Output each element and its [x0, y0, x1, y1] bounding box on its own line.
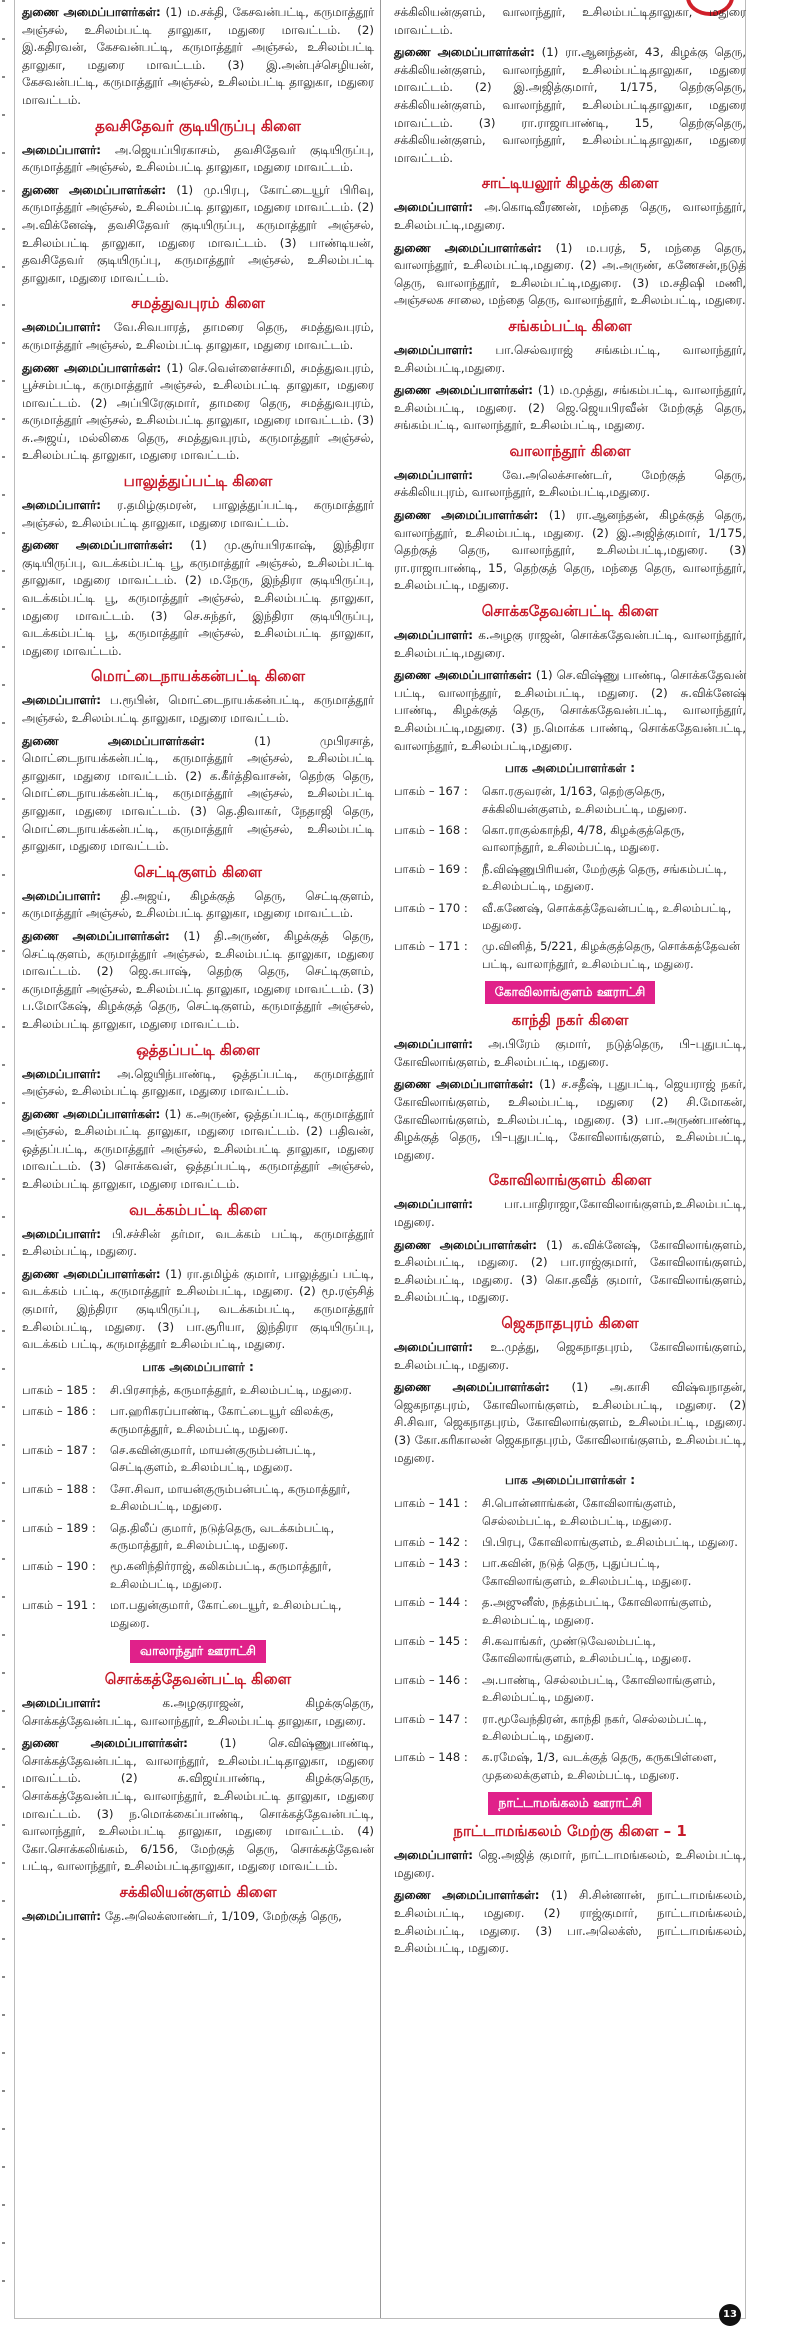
booth-row — [394, 861, 746, 896]
booth-number: பாகம் – 146 : — [394, 1672, 468, 1687]
entry-text: க.அழகு ராஜன், சொக்கதேவன்பட்டி, வாலாந்தூர், உசிலம்பட்டி,மதுரை. — [394, 628, 746, 660]
entry-paragraph — [22, 1908, 374, 1926]
entry-role-label: துணை அமைப்பாளர்கள்: — [394, 45, 535, 60]
booth-member: சி.கவாங்கர், முண்டுவேலம்பட்டி, கோவிலாங்குளம், உசிலம்பட்டி, மதுரை. — [482, 1633, 692, 1666]
entry-text: (1) ரா.ஆனந்தன், கிழக்குத் தெரு, வாலாந்தூர், உசிலம்பட்டி, மதுரை. (2) இ.அஜித்குமார், 1/175, தெற்குத் தெரு, வாலாந்தூர், உசிலம்பட்டி,மதுரை. (3) ரா.ராஜாபாண்டி, 15, தெற்குத் தெரு, மந்தை தெரு, வாலாந்தூர், உசிலம்பட்டி, மதுரை. — [394, 508, 747, 593]
booth-number: பாகம் – 142 : — [394, 1534, 468, 1549]
booth-row — [394, 783, 746, 818]
entry-role-label: அமைப்பாளர்: — [22, 1226, 102, 1241]
entry-paragraph — [394, 1196, 746, 1231]
entry-text: அ.பிரேம் குமார், நடுத்தெரு, பி–புதுபட்டி, கோவிலாங்குளம், உசிலம்பட்டி, மதுரை. — [394, 1037, 747, 1069]
entry-paragraph — [394, 44, 746, 167]
panchayat-badge: நாட்டாமங்கலம் ஊராட்சி — [488, 1792, 651, 1815]
entry-role-label: துணை அமைப்பாளர்கள்: — [394, 1888, 540, 1903]
entry-text: சக்கிலியன்குளம், வாலாந்தூர், உசிலம்பட்டிதாலுகா, மதுரை மாவட்டம். — [394, 5, 746, 37]
entry-text: (1) மு.பிரபு, கோட்டையூர் பிரிவு, கருமாத்தூர் அஞ்சல், உசிலம்பட்டி தாலுகா, மதுரை மாவட்டம். (2) அ.விக்னேஷ், தவசிதேவர் குடியிருப்பு, கருமாத்தூர் அஞ்சல், உசிலம்பட்டி தாலுகா, மதுரை மாவட்டம். (3) பாண்டியன், தவசிதேவர் குடியிருப்பு, கருமாத்தூர் அஞ்சல், உசிலம்பட்டி தாலுகா, மதுரை மாவட்டம். — [22, 182, 375, 285]
entry-role-label: அமைப்பாளர்: — [394, 467, 474, 482]
booth-member: கொ.ராகுல்காந்தி, 4/78, கிழக்குத்தெரு, வாலாந்தூர், உசிலம்பட்டி, மதுரை. — [482, 823, 685, 855]
entry-text: (1) ரா.ஆனந்தன், 43, கிழக்கு தெரு, சக்கிலியன்குளம், வாலாந்தூர், உசிலம்பட்டிதாலுகா, மதுரை மாவட்டம். (2) இ.அஜித்குமார், 1/175, தெற்குதெரு, சக்கிலியன்குளம், வாலாந்தூர், உசிலம்பட்டிதாலுகா, மதுரை மாவட்டம். (3) ரா.ராஜாபாண்டி, 15, தெற்குதெரு, சக்கிலியன்குளம், வாலாந்தூர், உசிலம்பட்டிதாலுகா, மதுரை மாவட்டம். — [394, 45, 747, 165]
entry-paragraph — [394, 1237, 746, 1307]
entry-text: (1) ம.முத்து, சங்கம்பட்டி, வாலாந்தூர், உசிலம்பட்டி, மதுரை. (2) ஜெ.ஜெயபிரவீன் மேற்குத் தெரு, சங்கம்பட்டி, வாலாந்தூர், உசிலம்பட்டி, மதுரை. — [394, 383, 747, 433]
booth-member: மூ.கனிந்திர்ராஜ், கலிகம்பட்டி, கருமாத்தூர், உசிலம்பட்டி, மதுரை. — [110, 1559, 332, 1591]
booth-row — [394, 1555, 746, 1590]
entry-paragraph — [22, 142, 374, 177]
entry-paragraph — [22, 733, 374, 856]
booth-row — [394, 900, 746, 935]
entry-role-label: அமைப்பாளர்: — [22, 498, 102, 513]
panchayat-badge: வாலாந்தூர் ஊராட்சி — [130, 1640, 266, 1663]
entry-text: (1) முபிரசாத், மொட்டைநாயக்கன்பட்டி, கருமாத்தூர் அஞ்சல், உசிலம்பட்டி தாலுகா, மதுரை மாவட்டம். (2) க.கீர்த்திவாசன், தெற்கு தெரு, மொட்டைநாயக்கன்பட்டி, கருமாத்தூர் அஞ்சல், உசிலம்பட்டி தாலுகா, மதுரை மாவட்டம். (3) தெ.திவாகர், நேதாஜி தெரு, மொட்டைநாயக்கன்பட்டி, கருமாத்தூர் அஞ்சல், உசிலம்பட்டி தாலுகா, மதுரை மாவட்டம். — [22, 733, 374, 854]
branch-heading: ஜெகநாதபுரம் கிளை — [501, 1313, 639, 1332]
entry-paragraph — [22, 182, 374, 288]
entry-paragraph — [22, 1106, 374, 1194]
booth-member: மா.பதுன்குமார், கோட்டையூர், உசிலம்பட்டி, மதுரை. — [110, 1598, 342, 1630]
entry-role-label: அமைப்பாளர்: — [22, 1909, 102, 1924]
entry-role-label: துணை அமைப்பாளர்கள்: — [22, 1266, 161, 1281]
booth-row — [394, 1633, 746, 1668]
branch-heading: சக்கிலியன்குளம் கிளை — [119, 1883, 277, 1902]
entry-paragraph — [22, 537, 374, 660]
entry-role-label: துணை அமைப்பாளர்கள்: — [22, 1736, 188, 1751]
booth-number: பாகம் – 188 : — [22, 1481, 96, 1496]
booth-row — [394, 1594, 746, 1629]
branch-heading: பாலுத்துப்பட்டி கிளை — [123, 472, 273, 491]
booth-row — [22, 1520, 374, 1555]
entry-paragraph — [394, 467, 746, 502]
entry-role-label: துணை அமைப்பாளர்கள்: — [22, 1106, 161, 1121]
booth-member: க.ரமேஷ், 1/3, வடக்குத் தெரு, கருகபிள்ளை, முதலைக்குளம், உசிலம்பட்டி, மதுரை. — [482, 1750, 717, 1782]
entry-text: (1) ச.சதீஷ், புதுபட்டி, ஜெயராஜ் நகர், கோவிலாங்குளம், உசிலம்பட்டி, மதுரை (2) சி.மோகன், கோவிலாங்குளம், உசிலம்பட்டி, மதுரை. (3) பா.அருண்பாண்டி, கிழக்குத் தெரு, பி–புதுபட்டி, கோவிலாங்குளம், உசிலம்பட்டி, மதுரை. — [394, 1077, 746, 1162]
booth-row — [22, 1442, 374, 1477]
booth-member: பி.பிரபு, கோவிலாங்குளம், உசிலம்பட்டி, மதுரை. — [482, 1534, 738, 1549]
booth-number: பாகம் – 187 : — [22, 1443, 96, 1458]
booth-row — [22, 1403, 374, 1438]
booth-number: பாகம் – 189 : — [22, 1520, 96, 1535]
panchayat-badge-wrap — [394, 1792, 746, 1815]
booth-number: பாகம் – 190 : — [22, 1559, 96, 1574]
booth-member: வீ.கணேஷ், சொக்கத்தேவன்பட்டி, உசிலம்பட்டி, மதுரை. — [482, 900, 732, 933]
page-number: 13 — [719, 2304, 741, 2326]
entry-text: அ.ஜெயப்பிரகாசம், தவசிதேவர் குடியிருப்பு, கருமாத்தூர் அஞ்சல், உசிலம்பட்டி தாலுகா, மதுரை மாவட்டம். — [22, 142, 374, 175]
entry-paragraph — [394, 199, 746, 234]
branch-heading: சங்கம்பட்டி கிளை — [508, 316, 632, 335]
entry-text: உ.முத்து, ஜெகநாதபுரம், கோவிலாங்குளம், உசிலம்பட்டி, மதுரை. — [394, 1339, 746, 1372]
panchayat-badge-wrap — [22, 1640, 374, 1663]
left-margin-marks — [2, 0, 5, 2318]
entry-paragraph — [22, 928, 374, 1034]
booth-number: பாகம் – 141 : — [394, 1496, 468, 1511]
booth-member: மு.வினித், 5/221, கிழக்குத்தெரு, சொக்கத்தேவன் பட்டி, வாலாந்தூர், உசிலம்பட்டி, மதுரை. — [482, 939, 740, 971]
booth-row — [22, 1382, 374, 1399]
entry-text: (1) ரா.தமிழ்க் குமார், பாலுத்துப் பட்டி, வடக்கம் பட்டி, கருமாத்தூர் உசிலம்பட்டி, மதுரை. (2) மூ.ரஞ்சித் குமார், இந்திரா குடியிருப்பு, வடக்கம்பட்டி, கருமாத்தூர் உசிலம்பட்டி, மதுரை. (3) பா.சூரியா, இந்திரா குடியிருப்பு, வடக்கம் பட்டி, கருமாத்தூர் உசிலம்பட்டி, மதுரை. — [22, 1266, 375, 1352]
branch-heading: ஒத்தப்பட்டி கிளை — [136, 1040, 260, 1059]
entry-role-label: அமைப்பாளர்: — [22, 888, 102, 903]
booth-number: பாகம் – 147 : — [394, 1711, 468, 1726]
entry-role-label: துணை அமைப்பாளர்கள்: — [394, 668, 532, 683]
entry-text: அ.ஜெயிந்பாண்டி, ஒத்தப்பட்டி, கருமாத்தூர் அஞ்சல், உசிலம்பட்டி தாலுகா, மதுரை மாவட்டம். — [22, 1066, 375, 1099]
entry-text: (1) க.அருண், ஒத்தப்பட்டி, கருமாத்தூர் அஞ்சல், உசிலம்பட்டி தாலுகா, மதுரை மாவட்டம். (2) பதிவன், ஒத்தப்பட்டி, கருமாத்தூர் அஞ்சல், உசிலம்பட்டி தாலுகா, மதுரை மாவட்டம். (3) சொக்கவள், ஒத்தப்பட்டி, கருமாத்தூர் அஞ்சல், உசிலம்பட்டி தாலுகா, மதுரை மாவட்டம். — [22, 1106, 375, 1192]
branch-heading: மொட்டைநாயக்கன்பட்டி கிளை — [91, 667, 305, 686]
booth-member: பா.கவின், நடுத் தெரு, புதுப்பட்டி, கோவிலாங்குளம், உசிலம்பட்டி, மதுரை. — [482, 1556, 692, 1588]
booth-number: பாகம் – 168 : — [394, 823, 468, 837]
entry-paragraph — [22, 692, 374, 727]
left-column — [22, 4, 374, 1931]
branch-heading: சாட்டியலூர் கிழக்கு கிளை — [481, 174, 659, 193]
entry-text: பா.செல்வராஜ் சங்கம்பட்டி, வாலாந்தூர், உசிலம்பட்டி,மதுரை. — [394, 342, 747, 375]
entry-role-label: துணை அமைப்பாளர்கள்: — [394, 383, 533, 398]
booth-number: பாகம் – 143 : — [394, 1556, 468, 1571]
branch-heading: சொக்கதேவன்பட்டி கிளை — [481, 602, 659, 621]
branch-heading: நாட்டாமங்கலம் மேற்கு கிளை – 1 — [453, 1822, 687, 1841]
branch-heading: காந்தி நகர் கிளை — [511, 1011, 629, 1030]
entry-paragraph — [22, 4, 374, 110]
entry-paragraph — [394, 342, 746, 377]
booth-number: பாகம் – 185 : — [22, 1382, 96, 1397]
entry-role-label: அமைப்பாளர்: — [22, 320, 102, 335]
booth-member: நீ.விஷ்ணுபிரியன், மேற்குத் தெரு, சங்கம்பட்டி, உசிலம்பட்டி, மதுரை. — [482, 861, 727, 894]
entry-text: பி.சச்சின் தர்மா, வடக்கம் பட்டி, கருமாத்தூர் உசிலம்பட்டி, மதுரை. — [22, 1226, 374, 1259]
entry-paragraph — [394, 1379, 746, 1467]
entry-role-label: அமைப்பாளர்: — [394, 342, 474, 357]
entry-paragraph — [394, 1076, 746, 1164]
entry-text: அ.கொடிவீரணன், மந்தை தெரு, வாலாந்தூர், உசிலம்பட்டி,மதுரை. — [394, 200, 746, 232]
entry-role-label: அமைப்பாளர்: — [22, 693, 102, 708]
entry-text: (1) செ.விஷ்ணுபாண்டி, சொக்கத்தேவன்பட்டி, வாலாந்தூர், உசிலம்பட்டிதாலுகா, மதுரை மாவட்டம். (2) சு.விஜய்பாண்டி, கிழக்குதெரு, சொக்கத்தேவன்பட்டி, வாலாந்தூர், உசிலம்பட்டி தாலுகா, மதுரை மாவட்டம். (3) ந.மொக்கைப்பாண்டி, சொக்கத்தேவன்பட்டி, வாலாந்தூர், உசிலம்பட்டி தாலுகா, மதுரை மாவட்டம். (4) கோ.சொக்கலிங்கம், 6/156, மேற்குத் தெரு, சொக்கத்தேவன் பட்டி, வாலாந்தூர், உசிலம்பட்டிதாலுகா, மதுரை மாவட்டம். — [22, 1736, 374, 1874]
entry-text: ப.ரூபின், மொட்டைநாயக்கன்பட்டி, கருமாத்தூர் அஞ்சல், உசிலம்பட்டி தாலுகா, மதுரை மாவட்டம். — [22, 693, 374, 725]
entry-role-label: அமைப்பாளர்: — [394, 1848, 474, 1863]
entry-paragraph — [394, 1847, 746, 1882]
entry-paragraph — [22, 1695, 374, 1730]
entry-paragraph — [22, 1066, 374, 1101]
booth-member: பா.ஹரிகரப்பாண்டி, கோட்டையூர் விலக்கு, கருமாத்தூர், உசிலம்பட்டி, மதுரை. — [110, 1404, 334, 1436]
entry-text: (1) மு.சூர்யபிரகாஷ், இந்திரா குடியிருப்பு, வடக்கம்பட்டி பூ, கருமாத்தூர் அஞ்சல், உசிலம்பட்டி தாலுகா, மதுரை மாவட்டம். (2) ம.நேரு, இந்திரா குடியிருப்பு, வடக்கம்பட்டி பூ, கருமாத்தூர் அஞ்சல், உசிலம்பட்டி தாலுகா, மதுரை மாவட்டம். (3) செ.சுந்தர், இந்திரா குடியிருப்பு, வடக்கம்பட்டி பூ, கருமாத்தூர் அஞ்சல், உசிலம்பட்டி தாலுகா, மதுரை மாவட்டம். — [22, 538, 375, 658]
branch-heading: செட்டிகுளம் கிளை — [134, 862, 262, 881]
entry-text: (1) ம.பரத், 5, மந்தை தெரு, வாலாந்தூர், உசிலம்பட்டி,மதுரை. (2) அ.அருண், கணேசன்,நடுத் தெரு, வாலாந்தூர், உசிலம்பட்டி,மதுரை. (3) ம.சதிஷி மணி, அஞ்சலக சாலை, மந்தை தெரு, வாலாந்தூர், உசிலம்பட்டி, மதுரை. — [394, 240, 746, 308]
booth-member: த.அஜுனீஸ், நத்தம்பட்டி, கோவிலாங்குளம், உசிலம்பட்டி, மதுரை. — [482, 1595, 712, 1627]
right-column — [394, 4, 746, 1963]
entry-role-label: அமைப்பாளர்: — [394, 628, 474, 643]
booth-number: பாகம் – 167 : — [394, 784, 468, 799]
entry-text: (1) அ.காசி விஷ்வநாதன், ஜெகநாதபுரம், கோவிலாங்குளம், உசிலம்பட்டி, மதுரை. (2) சி.சிவா, ஜெகநாதபுரம், கோவிலாங்குளம், உசிலம்பட்டி, மதுரை. (3) கோ.கரிகாலன் ஜெகநாதபுரம், கோவிலாங்குளம், உசிலம்பட்டி, மதுரை. — [394, 1380, 746, 1465]
entry-role-label: அமைப்பாளர்: — [394, 1197, 474, 1212]
booth-section-title: பாக அமைப்பாளர்கள் : — [504, 1473, 636, 1488]
branch-heading: கோவிலாங்குளம் கிளை — [488, 1171, 652, 1190]
booth-member: கொ.ரகுவரன், 1/163, தெற்குதெரு, சக்கிலியன்குளம், உசிலம்பட்டி, மதுரை. — [482, 784, 688, 816]
booth-row — [394, 1711, 746, 1746]
booth-number: பாகம் – 144 : — [394, 1595, 468, 1610]
booth-row — [22, 1558, 374, 1593]
entry-role-label: அமைப்பாளர்: — [22, 1066, 102, 1081]
booth-member: தெ.திலீப் குமார், நடுத்தெரு, வடக்கம்பட்டி, கருமாத்தூர், உசிலம்பட்டி, மதுரை. — [110, 1520, 335, 1553]
entry-paragraph — [394, 240, 746, 310]
entry-text: ர.தமிழ்குமரன், பாலுத்துப்பட்டி, கருமாத்தூர் அஞ்சல், உசிலம்பட்டி தாலுகா, மதுரை மாவட்டம். — [22, 498, 374, 530]
branch-heading: சொக்கத்தேவன்பட்டி கிளை — [104, 1670, 292, 1689]
entry-paragraph — [394, 507, 746, 595]
booth-member: அ.பாண்டி, செல்லம்பட்டி, கோவிலாங்குளம், உசிலம்பட்டி, மதுரை. — [482, 1672, 716, 1705]
entry-text: க.அழகுராஜன், கிழக்குதெரு, சொக்கத்தேவன்பட்டி, வாலாந்தூர், உசிலம்பட்டி தாலுகா, மதுரை. — [22, 1696, 374, 1728]
entry-role-label: துணை அமைப்பாளர்கள்: — [394, 1237, 538, 1252]
entry-role-label: துணை அமைப்பாளர்கள்: — [394, 508, 539, 523]
entry-role-label: அமைப்பாளர்: — [394, 1339, 474, 1354]
branch-heading: வாலாந்தூர் கிளை — [509, 441, 631, 460]
entry-text: ஜெ.அஜித் குமார், நாட்டாமங்கலம், உசிலம்பட்டி, மதுரை. — [394, 1848, 747, 1880]
entry-paragraph — [22, 319, 374, 354]
entry-role-label: துணை அமைப்பாளர்கள்: — [394, 1380, 550, 1395]
entry-role-label: துணை அமைப்பாளர்கள்: — [22, 928, 170, 943]
booth-member: ரா.மூவேந்திரன், காந்தி நகர், செல்லம்பட்டி, உசிலம்பட்டி, மதுரை. — [482, 1711, 707, 1743]
booth-member: செ.கவின்குமார், மாயன்குரும்பன்பட்டி, செட்டிகுளம், உசிலம்பட்டி, மதுரை. — [110, 1443, 316, 1475]
entry-text: வே.அலெக்சாண்டர், மேற்குத் தெரு, சக்கிலியபுரம், வாலாந்தூர், உசிலம்பட்டி,மதுரை. — [394, 467, 746, 500]
entry-role-label: அமைப்பாளர்: — [394, 1037, 474, 1052]
entry-text: (1) ம.சக்தி, கேசவன்பட்டி, கருமாத்தூர் அஞ்சல், உசிலம்பட்டி தாலுகா, மதுரை மாவட்டம். (2) இ.கதிரவன், கேசவன்பட்டி, கருமாத்தூர் அஞ்சல், உசிலம்பட்டி தாலுகா, மதுரை மாவட்டம். (3) இ.அன்புச்செழியன், கேசவன்பட்டி, கருமாத்தூர் அஞ்சல், உசிலம்பட்டி தாலுகா, மதுரை மாவட்டம். — [22, 5, 374, 107]
entry-text: தி.அஜய், கிழக்குத் தெரு, செட்டிகுளம், கருமாத்தூர் அஞ்சல், உசிலம்பட்டி தாலுகா, மதுரை மாவட்டம். — [22, 888, 375, 921]
branch-heading: வடக்கம்பட்டி கிளை — [129, 1200, 267, 1219]
booth-row — [394, 1534, 746, 1551]
entry-role-label: துணை அமைப்பாளர்கள்: — [22, 182, 167, 197]
entry-role-label: துணை அமைப்பாளர்கள்: — [394, 1077, 534, 1092]
booth-member: சி.பிரசாந்த், கருமாத்தூர், உசிலம்பட்டி, மதுரை. — [110, 1382, 352, 1397]
entry-role-label: அமைப்பாளர்: — [22, 142, 102, 157]
entry-role-label: துணை அமைப்பாளர்கள்: — [22, 5, 161, 19]
entry-paragraph — [22, 1735, 374, 1876]
entry-paragraph — [22, 888, 374, 923]
entry-text: (1) செ.வெள்ளைச்சாமி, சமத்துவபுரம், பூச்சம்பட்டி, கருமாத்தூர் அஞ்சல், உசிலம்பட்டி தாலுகா, மதுரை மாவட்டம். (2) அப்பிரேகுமார், தாமரை தெரு, சமத்துவபுரம், கருமாத்தூர் அஞ்சல், உசிலம்பட்டி தாலுகா, மதுரை மாவட்டம். (3) சு.அஜய், மல்லிகை தெரு, சமத்துவபுரம், கருமாத்தூர் அஞ்சல், உசிலம்பட்டி தாலுகா, மதுரை மாவட்டம். — [22, 360, 374, 463]
booth-row — [394, 1672, 746, 1707]
booth-member: சோ.சிவா, மாயன்குரும்பன்பட்டி, கருமாத்தூர், உசிலம்பட்டி, மதுரை. — [110, 1481, 351, 1514]
entry-paragraph — [394, 4, 746, 39]
panchayat-badge-wrap — [394, 981, 746, 1004]
booth-number: பாகம் – 170 : — [394, 900, 468, 915]
entry-role-label: துணை அமைப்பாளர்கள்: — [22, 733, 206, 748]
entry-role-label: அமைப்பாளர்: — [394, 200, 474, 215]
entry-role-label: அமைப்பாளர்: — [22, 1696, 102, 1711]
booth-member: சி.பொன்னாங்கன், கோவிலாங்குளம், செல்லம்பட்டி, உசிலம்பட்டி, மதுரை. — [482, 1496, 677, 1528]
booth-row — [22, 1481, 374, 1516]
entry-text: (1) க.விக்னேஷ், கோவிலாங்குளம், உசிலம்பட்டி, மதுரை. (2) பா.ராஜ்குமார், கோவிலாங்குளம், உசிலம்பட்டி, மதுரை. (3) கொ.தவீத் குமார், கோவிலாங்குளம், உசிலம்பட்டி, மதுரை. — [394, 1237, 746, 1305]
entry-paragraph — [394, 1036, 746, 1071]
entry-paragraph — [394, 382, 746, 435]
entry-paragraph — [22, 1226, 374, 1261]
entry-paragraph — [22, 497, 374, 532]
entry-paragraph — [22, 1266, 374, 1354]
booth-number: பாகம் – 148 : — [394, 1750, 468, 1765]
entry-text: (1) சி.சின்னான், நாட்டாமங்கலம், உசிலம்பட்டி, மதுரை. (2) ராஜ்குமார், நாட்டாமங்கலம், உசிலம்பட்டி, மதுரை. (3) பா.அலெக்ஸ், நாட்டாமங்கலம், உசிலம்பட்டி, மதுரை. — [394, 1888, 746, 1956]
entry-role-label: துணை அமைப்பாளர்கள்: — [394, 240, 542, 255]
booth-section-title: பாக அமைப்பாளர் : — [142, 1359, 254, 1374]
branch-heading: சமத்துவபுரம் கிளை — [131, 294, 265, 313]
entry-paragraph — [394, 1887, 746, 1957]
entry-text: பா.பாதிராஜா,கோவிலாங்குளம்,உசிலம்பட்டி, மதுரை. — [394, 1197, 746, 1229]
booth-row — [394, 1749, 746, 1784]
branch-heading: தவசிதேவர் குடியிருப்பு கிளை — [95, 116, 301, 135]
booth-number: பாகம் – 145 : — [394, 1633, 468, 1648]
booth-number: பாகம் – 186 : — [22, 1404, 96, 1419]
entry-paragraph — [394, 627, 746, 662]
entry-paragraph — [394, 1339, 746, 1374]
booth-section-title: பாக அமைப்பாளர்கள் : — [504, 761, 636, 776]
entry-role-label: துணை அமைப்பாளர்கள்: — [22, 538, 174, 553]
booth-number: பாகம் – 169 : — [394, 861, 468, 876]
entry-text: தே.அலெக்ஸாண்டர், 1/109, மேற்குத் தெரு, — [104, 1909, 342, 1924]
entry-role-label: துணை அமைப்பாளர்கள்: — [22, 360, 162, 375]
entry-paragraph — [22, 360, 374, 466]
entry-text: (1) செ.விஷ்ணு பாண்டி, சொக்கதேவன் பட்டி, வாலாந்தூர், உசிலம்பட்டி, மதுரை. (2) சு.விக்னேஷ் பாண்டி, கிழக்குத் தெரு, சொக்கதேவன்பட்டி, வாலாந்தூர், உசிலம்பட்டி,மதுரை. (3) ந.மொக்க பாண்டி, சொக்கதேவன்பட்டி, வாலாந்தூர், உசிலம்பட்டி,மதுரை. — [394, 668, 747, 753]
booth-row — [394, 1495, 746, 1530]
booth-number: பாகம் – 191 : — [22, 1598, 96, 1613]
entry-text: (1) தி.அருண், கிழக்குத் தெரு, செட்டிகுளம், கருமாத்தூர் அஞ்சல், உசிலம்பட்டி தாலுகா, மதுரை மாவட்டம். (2) ஜெ.சுபாஷ், தெற்கு தெரு, செட்டிகுளம், கருமாத்தூர் அஞ்சல், உசிலம்பட்டி தாலுகா, மதுரை மாவட்டம். (3) ப.மோகேஷ், கிழக்குத் தெரு, செட்டிகுளம், கருமாத்தூர் அஞ்சல், உசிலம்பட்டி தாலுகா, மதுரை மாவட்டம். — [22, 928, 374, 1031]
panchayat-badge: கோவிலாங்குளம் ஊராட்சி — [485, 981, 656, 1004]
entry-text: வே.சிவபாரத், தாமரை தெரு, சமத்துவபுரம், கருமாத்தூர் அஞ்சல், உசிலம்பட்டி தாலுகா, மதுரை மாவட்டம். — [22, 320, 375, 352]
column-divider — [380, 0, 381, 2318]
booth-row — [394, 822, 746, 857]
booth-row — [22, 1597, 374, 1632]
entry-paragraph — [394, 667, 746, 755]
booth-number: பாகம் – 171 : — [394, 939, 468, 954]
booth-row — [394, 938, 746, 973]
